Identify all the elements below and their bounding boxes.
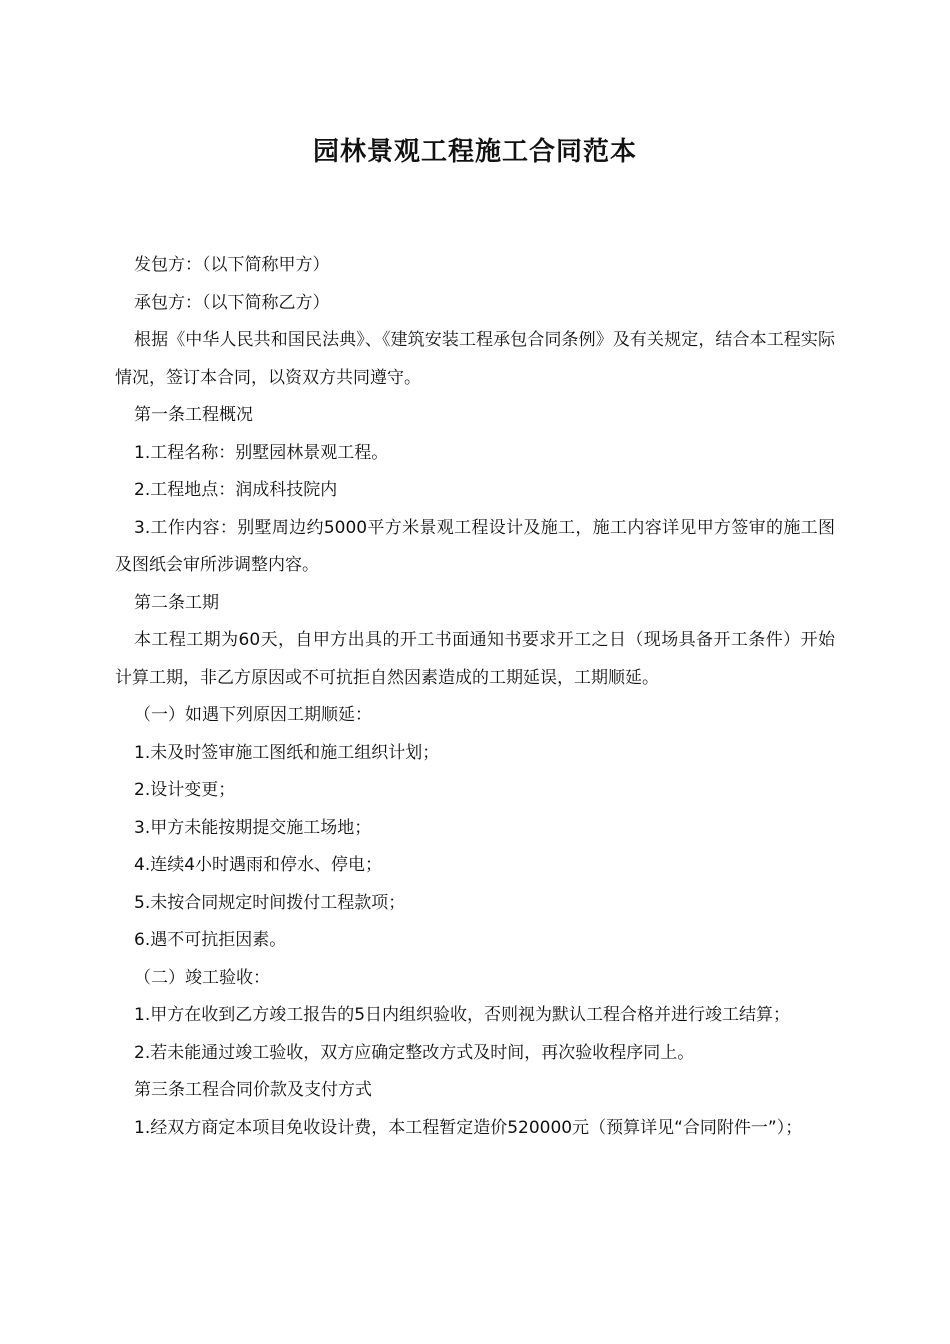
- list-item-extension-5: 5.未按合同规定时间拨付工程款项；: [134, 892, 406, 913]
- paragraph-project-location: 2.工程地点：润成科技院内: [134, 480, 338, 500]
- heading-article-2: 第二条工期: [134, 592, 219, 613]
- list-item-acceptance-2: 2.若未能通过竣工验收，双方应确定整改方式及时间，再次验收程序同上。: [134, 1042, 695, 1063]
- paragraph-preamble: 根据《中华人民共和国民法典》、《建筑安装工程承包合同条例》及有关规定，结合本工程实际情况，签订本合同，以资双方共同遵守。: [115, 330, 835, 388]
- list-item-extension-1: 1.未及时签审施工图纸和施工组织计划；: [134, 742, 440, 763]
- list-item-extension-2: 2.设计变更；: [134, 780, 236, 800]
- paragraph-work-content: 3.工作内容：别墅周边约5000平方米景观工程设计及施工，施工内容详见甲方签审的施工图及图纸会审所涉调整内容。: [115, 517, 835, 575]
- heading-article-3: 第三条工程合同价款及支付方式: [134, 1080, 372, 1100]
- paragraph-project-name: 1.工程名称：别墅园林景观工程。: [134, 442, 389, 463]
- list-item-extension-3: 3.甲方未能按期提交施工场地；: [134, 817, 372, 838]
- paragraph-party-b: 承包方：（以下简称乙方）: [134, 292, 330, 313]
- list-item-extension-6: 6.遇不可抗拒因素。: [134, 930, 287, 950]
- subheading-acceptance: （二）竣工验收：: [134, 967, 270, 988]
- document-title: 园林景观工程施工合同范本: [312, 137, 637, 167]
- heading-article-1: 第一条工程概况: [134, 405, 253, 425]
- list-item-acceptance-1: 1.甲方在收到乙方竣工报告的5日内组织验收，否则视为默认工程合格并进行竣工结算；: [134, 1005, 791, 1025]
- subheading-extension: （一）如遇下列原因工期顺延：: [134, 705, 372, 725]
- paragraph-duration: 本工程工期为60天，自甲方出具的开工书面通知书要求开工之日（现场具备开工条件）开始计算工期，非乙方原因或不可抗拒自然因素造成的工期延误，工期顺延。: [115, 630, 835, 688]
- paragraph-contract-price: 1.经双方商定本项目免收设计费，本工程暂定造价520000元（预算详见“合同附件一”）；: [134, 1117, 803, 1138]
- contract-body: [115, 247, 835, 1147]
- list-item-extension-4: 4.连续4小时遇雨和停水、停电；: [134, 855, 383, 875]
- paragraph-party-a: 发包方：（以下简称甲方）: [134, 255, 330, 275]
